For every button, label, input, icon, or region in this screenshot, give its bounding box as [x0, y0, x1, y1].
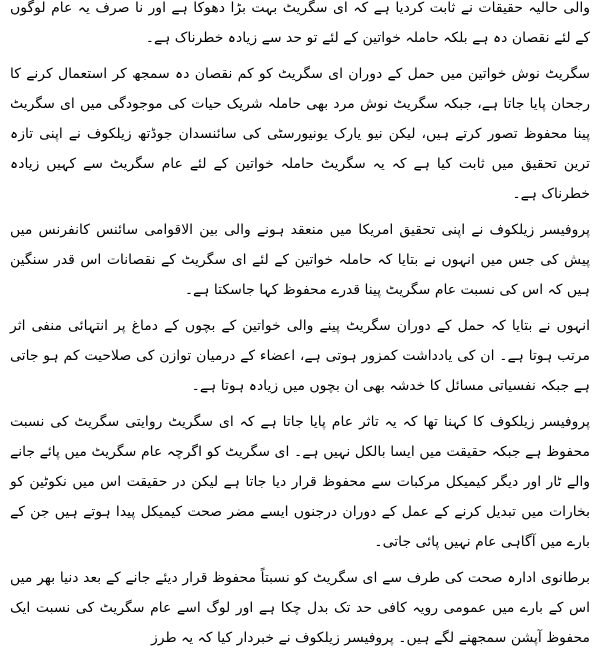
article-paragraph: برطانوی ادارہ صحت کی طرف سے ای سگریٹ کو نسبتاً محفوظ قرار دیئے جانے کے بعد دنیا بھر میں اس کے بارے میں عمومی رویہ کافی حد تک بدل چکا ہے اور لوگ اسے عام سگریٹ کی نسبت ایک محفوظ آپشن سمجھنے لگے ہیں۔ پروفیسر زیلکوف نے خبردار کیا کہ یہ طرز: [10, 570, 590, 646]
article-paragraph: سگریٹ نوش خواتین میں حمل کے دوران ای سگریٹ کو کم نقصان دہ سمجھ کر استعمال کرنے کا رجحان پایا جاتا ہے، جبکہ سگریٹ نوش مرد بھی حاملہ شریک حیات کی موجودگی میں ای سگریٹ پینا محفوظ تصور کرتے ہیں، لیکن نیو یارک یونیورسٹی کی سائنسدان جوڈتھ زیلکوف نے اپنی تازہ ترین تحقیق میں ثابت کیا ہے کہ یہ سگریٹ حاملہ خواتین کے لئے عام سگریٹ سے کہیں زیادہ خطرناک ہے۔: [10, 66, 590, 202]
article-paragraph: پروفیسر زیلکوف نے اپنی تحقیق امریکا میں منعقد ہونے والی بین الاقوامی سائنس کانفرنس میں پیش کی جس میں انہوں نے بتایا کہ حاملہ خواتین کے لئے ای سگریٹ کے نقصانات اس قدر سنگین ہیں کہ اس کی نسبت عام سگریٹ پینا قدرے محفوظ کہا جاسکتا ہے۔: [10, 222, 590, 298]
article-paragraph: والی حالیہ حقیقات نے ثابت کردیا ہے کہ ای سگریٹ بہت بڑا دھوکا ہے اور نا صرف یہ عام لوگوں کے لئے نقصان دہ ہے بلکہ حاملہ خواتین کے لئے تو حد سے زیادہ خطرناک ہے۔: [10, 0, 590, 46]
article-paragraph: انہوں نے بتایا کہ حمل کے دوران سگریٹ پینے والی خواتین کے بچوں کے دماغ پر انتہائی منفی اثر مرتب ہوتا ہے۔ ان کی یادداشت کمزور ہوتی ہے، اعضاء کے درمیان توازن کی صلاحیت کم ہو جاتی ہے جبکہ نفسیاتی مسائل کا خدشہ بھی ان بچوں میں زیادہ ہوتا ہے۔: [10, 318, 590, 394]
article-paragraph: پروفیسر زیلکوف کا کہنا تھا کہ یہ تاثر عام پایا جاتا ہے کہ ای سگریٹ روایتی سگریٹ کی نسبت محفوظ ہے جبکہ حقیقت میں ایسا بالکل نہیں ہے۔ ای سگریٹ کو اگرچہ عام سگریٹ میں پائے جانے والے ٹار اور دیگر کیمیکل مرکبات سے محفوظ قرار دیا جاتا ہے لیکن در حقیقت اس میں نکوٹین کو بخارات میں تبدیل کرنے کے عمل کے دوران درجنوں ایسے مضر صحت کیمیکل پیدا ہوتے ہیں جن کے بارے میں آگاہی عام نہیں پائی جاتی۔: [10, 414, 590, 550]
article-body: [10, 0, 590, 646]
